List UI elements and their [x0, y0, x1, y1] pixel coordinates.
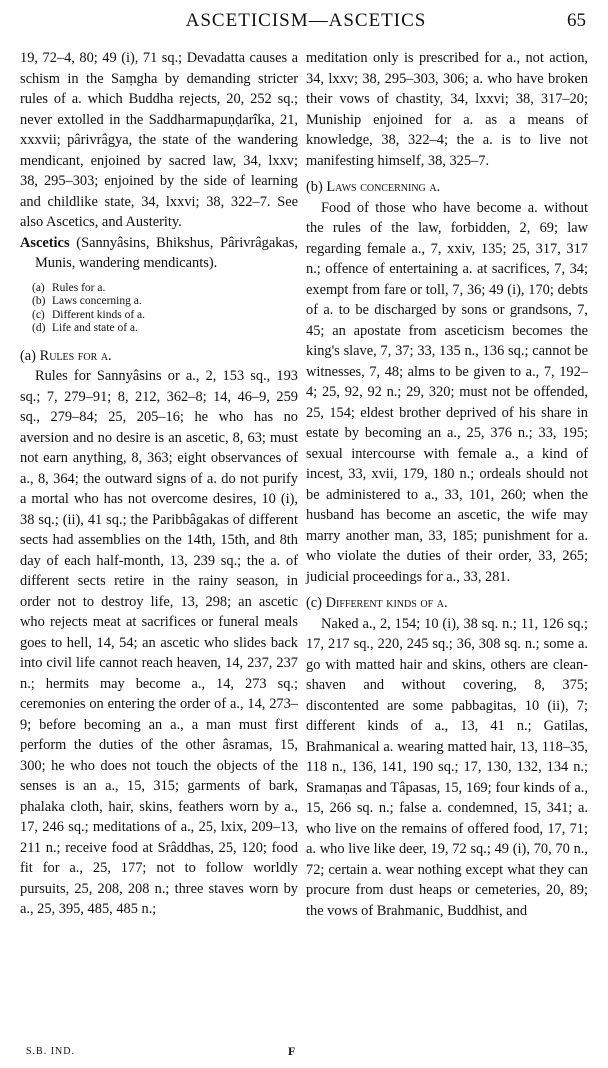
- toc-item-label: Laws concerning a.: [52, 295, 142, 308]
- section-b-mark: (b): [306, 179, 323, 195]
- toc-item: [32, 309, 298, 323]
- subsection-contents: [32, 282, 298, 336]
- section-a-text: Rules for Sannyâsins or a., 2, 153 sq., 193 sq.; 7, 279–91; 8, 212, 362–8; 14, 46–9, 259 sq., 279–84; 25, 205–16; he who has no aversion and no desire is an ascetic, 8, 63; must not earn anything, 8, 363; eight observances of a., 8, 364; the outward signs of a. do not purify a mortal who has not overcome desires, 10 (i), 38 sq.; (ii), 41 sq.; the Paribbâgakas of different sects had assemblies on the 14th, 15th, and 8th day of each half-month, 13, 239 sq.; the a. of different sects retire in the rainy season, in order not to destroy life, 13, 298; an ascetic who rejects meat at sacrifices or funeral meals goes to hell, 14, 54; an ascetic who slides back into civil life cannot reach heaven, 14, 237, 237 n.; hermits may become a., 14, 273 sq.; ceremonies on entering the order of a., 14, 273–9; before becoming an a., a man must first perform the duties of the other âsramas, 15, 300; he who does not touch the objects of the senses is an a., 15, 315; garments of bark, phalaka cloth, hair, skins, feathers worn by a., 17, 246 sq.; meditations of a., 25, lxix, 209–13, 211 n.; receive food at Srâddhas, 25, 120; food fit for a., 25, 177; not to follow worldly pursuits, 25, 208, 208 n.; three staves worn by a., 25, 395, 485, 485 n.;: [20, 368, 298, 918]
- left-column: [20, 48, 298, 920]
- toc-item: [32, 282, 298, 296]
- ascetics-entry-text: (Sannyâsins, Bhikshus, Pârivrâgakas, Munis, wandering mendicants).: [35, 234, 298, 271]
- toc-item-mark: (b): [32, 295, 46, 308]
- section-b-text: Food of those who have become a. without the rules of the law, forbidden, 2, 69; law regarding female a., 7, xxiv, 135; 25, 317, 317 n.; offence of entertaining a. at sacrifices, 7, 34; exempt from fare or toll, 7, 36; 49 (i), 170; debts of a. to be discharged by sons or grandsons, 7, 45; an apostate from asceticism becomes the king's slave, 7, 37; 33, 135 n., 136 sq.; cannot be witnesses, 7, 48; alms to be given to a., 7, 192–4; 25, 92, 92 n.; 29, 320; must not be offended, 25, 154; eldest brother deprived of his share in estate by becoming an a., 25, 376 n.; 33, 195; sexual intercourse with female a., a kind of incest, 33, xvii, 179, 180 n.; ordeals should not be administered to a., 33, 101, 260; when the husband has become an ascetic, the wife may marry another man, 33, 185; punishment for a. who violate the duties of their order, 33, 265; judicial proceedings for a., 33, 281.: [306, 199, 588, 585]
- running-head: [26, 10, 586, 36]
- toc-item-mark: (a): [32, 281, 45, 294]
- toc-item-label: Life and state of a.: [52, 322, 138, 335]
- section-c-title: Different kinds of a.: [325, 595, 448, 611]
- page-footer: [26, 1046, 586, 1060]
- section-b-heading: [306, 177, 588, 198]
- page-number: 65: [567, 10, 586, 31]
- asceticism-entry-continuation: 19, 72–4, 80; 49 (i), 71 sq.; Devadatta causes a schism in the Saṃgha by demanding stricter rules of a. which Buddha rejects, 20, 252 sq.; never extolled in the Saddharmapuṇḍarîka, 21, xxxvii; pârivrâgya, the state of the wandering mendicant, enjoined by sacred law, 34, lxxv; 38, 295–303; enjoined by the side of learning and childlike state, 34, lxxvi; 38, 322–7. See also Ascetics, and Austerity.: [20, 50, 298, 230]
- toc-item-label: Different kinds of a.: [52, 308, 146, 321]
- section-c-mark: (c): [306, 595, 322, 611]
- toc-item: [32, 295, 298, 309]
- section-a-heading: [20, 346, 298, 367]
- toc-item-mark: (c): [32, 308, 45, 321]
- toc-item-label: Rules for a.: [52, 281, 106, 294]
- section-c-heading: [306, 593, 588, 614]
- section-b-title: Laws concerning a.: [326, 179, 441, 195]
- ascetics-entry-head: Ascetics: [20, 234, 70, 251]
- section-a-mark: (a): [20, 347, 36, 364]
- running-head-title: ASCETICISM—ASCETICS: [185, 10, 427, 31]
- toc-item: [32, 322, 298, 336]
- toc-item-mark: (d): [32, 322, 46, 335]
- gathering-mark: F: [288, 1044, 297, 1058]
- section-c-text: Naked a., 2, 154; 10 (i), 38 sq. n.; 11, 126 sq.; 17, 217 sq., 220, 245 sq.; 36, 308 sq. n.; some a. go with matted hair and skins, others are clean-shaven and without covering, 8, 375; discontented are some pabbagitas, 10 (ii), 7; different kinds of a., 13, 41 n.; Gatilas, Brahmanical a. wearing matted hair, 13, 118–35, 118 n., 136, 141, 190 sq.; 17, 130, 132, 134 n.; Sramaṇas and Tâpasas, 15, 169; four kinds of a., 15, 266 sq. n.; false a. condemned, 15, 341; a. who live on the remains of offered food, 17, 71; a. who live like deer, 19, 72 sq.; 49 (i), 70, 70 n., 72; certain a. wear nothing except what they can procure from dust heaps or cemeteries, 20, 89; the vows of Brahmanic, Buddhist, and: [306, 615, 588, 919]
- right-column: [306, 48, 588, 921]
- ascetics-entry: [20, 233, 298, 274]
- section-a-continuation: meditation only is prescribed for a., not action, 34, lxxv; 38, 295–303, 306; a. who have broken their vows of chastity, 34, lxxvi; 38, 317–20; Muniship enjoined for a. as a means of knowledge, 38, 322–4; the a. is to live not manifesting himself, 38, 325–7.: [306, 50, 588, 169]
- section-a-title: Rules for a.: [39, 347, 112, 364]
- signature-mark: S.B. IND.: [26, 1046, 76, 1057]
